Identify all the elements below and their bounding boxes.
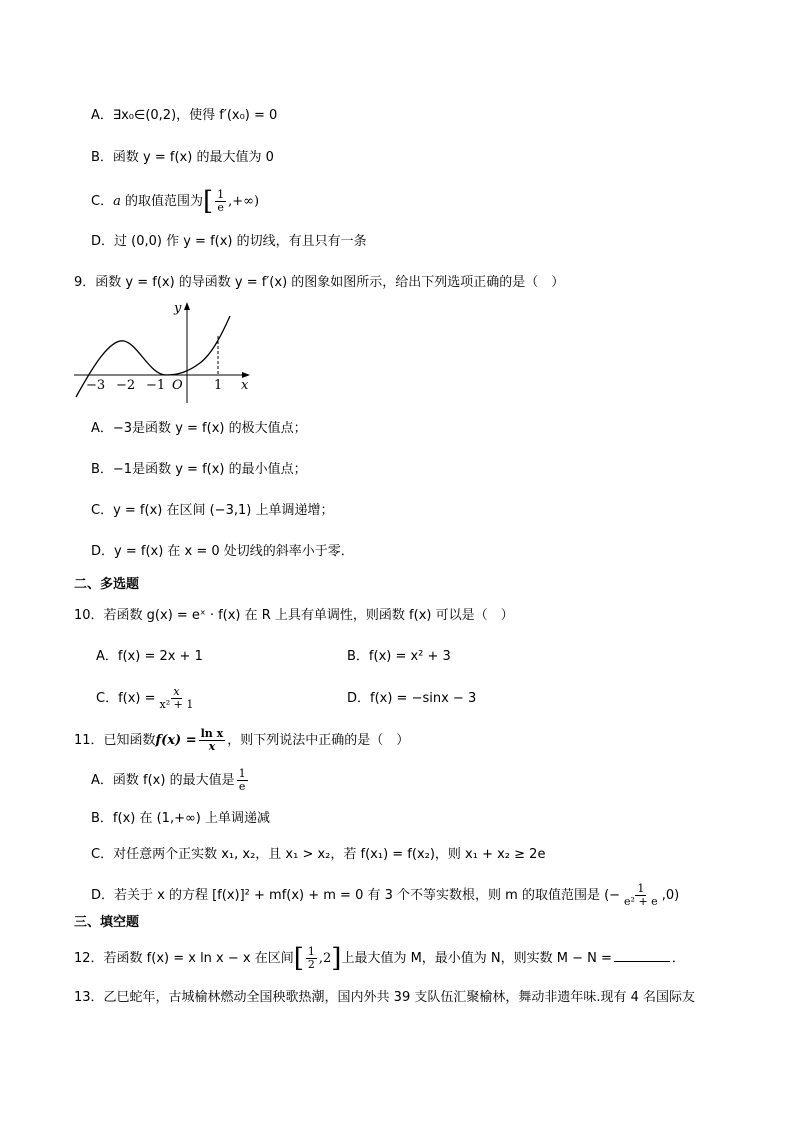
y-axis-arrow [184, 302, 190, 310]
q8-option-d: D．过 (0,0) 作 y = f(x) 的切线，有且只有一条 [91, 234, 367, 249]
q11-option-d [91, 883, 679, 909]
tick-label: −1 [146, 378, 166, 393]
q8-option-c: C．a 的取值范围为[ $\frac{1}{e}$ ,+∞) [91, 186, 260, 217]
q11-option-d-prefix: D．若关于 x 的方程 [f(x)]² + mf(x) + m = 0 有 3 个不等实数根，则 m 的取值范围是 (− [91, 888, 621, 903]
q11-option-a [91, 768, 250, 794]
q11-option-d-fraction: $\frac{1}{\text{e² + e}}$ [624, 882, 658, 908]
q13-stem: 13．乙巳蛇年，古城榆林燃动全国秧歌热潮，国内外共 39 支队伍汇聚榆林，舞动非遗年味.现有 4 名国际友 [74, 990, 696, 1005]
q12-end: ． [671, 951, 685, 966]
q9-stem: 9．函数 y = f(x) 的导函数 y = f′(x) 的图象如图所示，给出下列选项正确的是（ ） [74, 275, 565, 290]
answer-blank[interactable] [614, 947, 670, 962]
q12-suffix: 上最大值为 M，最小值为 N，则实数 M − N = [341, 951, 612, 966]
section-heading-multiple-choice: 二、多选题 [74, 577, 140, 592]
q10-option-b: B．f(x) = x² + 3 [347, 649, 451, 664]
q11-option-a-prefix: A．函数 f(x) 的最大值是 [91, 773, 235, 788]
q11-option-c: C．对任意两个正实数 x₁, x₂，且 x₁ > x₂，若 f(x₁) = f(x₂)，则 x₁ + x₂ ≥ 2e [91, 847, 546, 862]
q10-option-c-prefix: C．f(x) = [96, 691, 156, 706]
tick-label: −2 [116, 378, 136, 393]
q12-interval-end: ,2 [318, 951, 332, 966]
q11-option-b: B．f(x) 在 (1,+∞) 上单调递减 [91, 811, 270, 826]
q8-option-c-mid: 的取值范围为 [124, 194, 203, 209]
q8-option-c-prefix: C． [91, 194, 114, 209]
q9-option-d: D．y = f(x) 在 x = 0 处切线的斜率小于零． [91, 544, 354, 559]
tick-label: −3 [86, 378, 106, 393]
q11-option-d-suffix: ,0) [661, 888, 680, 903]
q8-option-c-tail: ,+∞) [228, 194, 260, 209]
origin-label: O [172, 378, 183, 393]
q10-option-a: A．f(x) = 2x + 1 [96, 649, 203, 664]
q12-fraction: $\frac{1}{2}$ [307, 945, 315, 971]
q12-stem: 12．若函数 f(x) = x ln x − x 在区间[ $\frac{1}{2}$ ,2]上最大值为 M，最小值为 N，则实数 M − N = ． [74, 943, 685, 974]
q11-option-a-fraction: $\frac{1}{e}$ [238, 767, 246, 793]
tick-label: 1 [214, 378, 223, 393]
q9-option-a: A．−3是函数 y = f(x) 的极大值点； [91, 421, 307, 436]
q11-function: f(x) = [155, 733, 197, 748]
y-axis-label: y [174, 301, 182, 316]
q8-option-a: A．∃x₀∈(0,2)，使得 f′(x₀) = 0 [91, 108, 278, 123]
q10-stem: 10．若函数 g(x) = eˣ · f(x) 在 R 上具有单调性，则函数 f(x) 可以是（ ） [74, 608, 514, 623]
section-heading-fill-in: 三、填空题 [74, 915, 140, 930]
q9-derivative-graph [70, 298, 260, 408]
q9-option-c: C．y = f(x) 在区间 (−3,1) 上单调递增； [91, 503, 334, 518]
q11-stem-prefix: 11．已知函数 [74, 733, 156, 748]
q10-option-c [96, 686, 197, 712]
q11-stem [74, 727, 409, 755]
q11-fraction: $\frac{\text{ln x}}{x}$ [200, 727, 224, 753]
q12-prefix: 12．若函数 f(x) = x ln x − x 在区间 [74, 951, 294, 966]
q11-stem-suffix: ，则下列说法中正确的是（ ） [227, 733, 410, 748]
q9-option-b: B．−1是函数 y = f(x) 的最小值点； [91, 462, 307, 477]
q8-option-b: B．函数 y = f(x) 的最大值为 0 [91, 150, 274, 165]
q10-option-d: D．f(x) = −sinx − 3 [347, 691, 477, 706]
x-axis-label: x [241, 378, 249, 393]
q8-option-c-fraction: $\frac{1}{e}$ [217, 188, 225, 214]
q10-option-c-fraction: $\frac{x}{\text{x² + 1}}$ [159, 685, 194, 711]
q8-option-c-var: a [113, 194, 121, 209]
